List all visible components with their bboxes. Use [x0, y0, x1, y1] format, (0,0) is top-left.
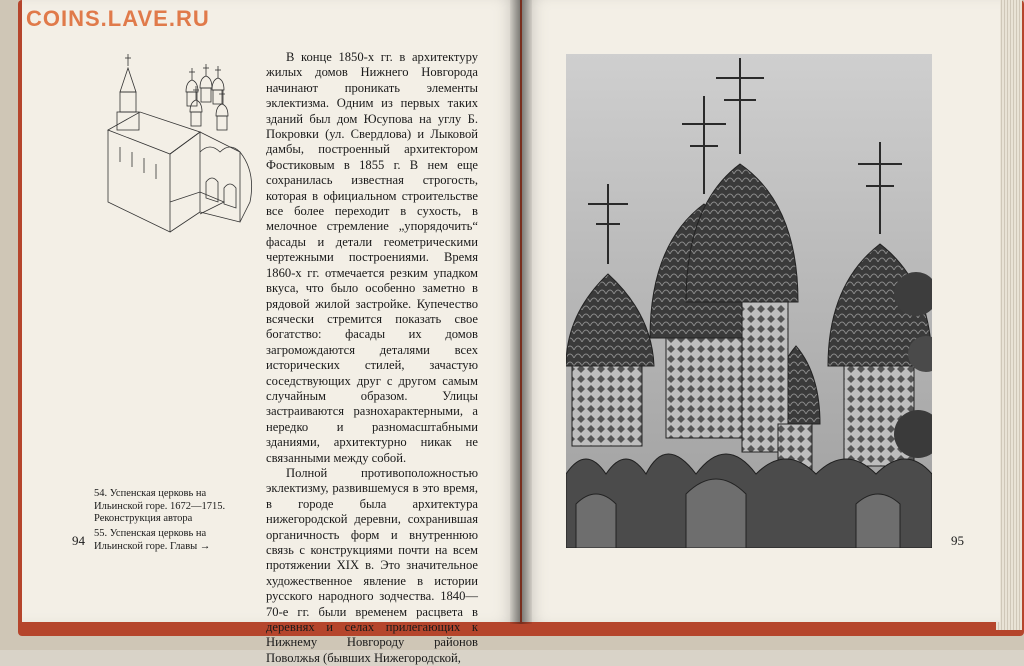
figure-55-caption: 55. Успенская церковь на Ильинской горе. Главы →: [94, 528, 211, 552]
paragraph-1: В конце 1850-х гг. в архитектуру жилых домов Нижнего Новгорода начинают проникать элементы эклектизма. Одним из первых таких зданий был дом Юсупова на углу Б. Покровки (ул. Свердлова) и Лыковой дамбы, построенный архитектором Фостиковым в 1855 г. В нем еще сохранилась известная строгость, которая в официальном строительстве все более переходит в сухость, в мелочное стремление „упорядочить“ фасады и детали геометрическими чертежными построениями. Время 1860-х гг. отмечается резким упадком вкуса, что было особенно заметно в рядовой жилой застройке. Купечество всячески стремится показать свое богатство: фасады их домов загромождаются деталями всех исторических стилей, зачастую соседствующих друг с другом самым случайным образом. Улицы застраиваются разнохарактерными, а нередко и разномасштабными зданиями, архитектурно никак не связанными между собой.: [266, 50, 478, 465]
church-reconstruction-drawing: [100, 52, 260, 248]
page-number-right: 95: [951, 533, 964, 548]
watermark: COINS.LAVE.RU: [26, 6, 210, 31]
body-text: [266, 50, 478, 666]
book-gutter: [510, 0, 532, 624]
church-domes-photograph: [566, 54, 932, 548]
figure-54-caption: 54. Успенская церковь на Ильинской горе. 1672—1715. Реконструкция автора: [94, 488, 226, 524]
page-number-left: 94: [72, 533, 85, 548]
paragraph-2: Полной противоположностью эклектизму, развившемуся в это время, в городе была архитектура нижегородской деревни, сохранившая органичность форм и внутреннюю связь с конструкциями почти на всем протяжении XIX в. Это значительное художественное явление в истории русского народного зодчества. 1840—70-е гг. были временем расцвета в деревнях и селах прилегающих к Нижнему Новгороду районов Поволжья (бывших Нижегородской,: [266, 465, 478, 665]
